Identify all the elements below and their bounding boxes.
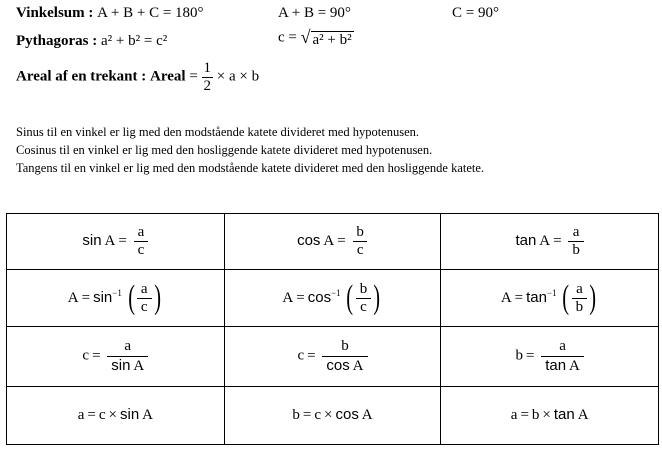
table-cell: $A = \cos^{-1}$ ( $\frac{b}{c}$ )	[224, 270, 441, 327]
table-cell: c = $\frac{b}{\text{cos A}}$	[224, 327, 441, 386]
pythagoras-c-radicand: a² + b²	[312, 32, 352, 48]
areal-fraction: $\frac{1}{2}$	[203, 60, 212, 94]
table-row	[7, 270, 659, 327]
table-cell: c = $\frac{a}{\text{sin A}}$	[7, 327, 225, 386]
definition-cosinus: Cosinus til en vinkel er lig med den hosliggende katete divideret med hypotenusen.	[16, 143, 433, 157]
table-cell: tan A = $\frac{a}{b}$	[441, 214, 659, 270]
table-cell: $A = \tan^{-1}$ ( $\frac{a}{b}$ )	[441, 270, 659, 327]
table-cell: $A = \sin^{-1}$ ( $\frac{a}{c}$ )	[7, 270, 225, 327]
table-cell: a = c × sin A	[7, 386, 225, 444]
table-row	[7, 214, 659, 270]
definition-sinus: Sinus til en vinkel er lig med den modstående katete divideret med hypotenusen.	[16, 125, 420, 139]
areal-line: Areal af en trekant : Areal = $\frac{1}{2}$ × a × b	[16, 60, 260, 94]
trig-formula-table	[6, 213, 659, 445]
table-cell: b = $\frac{a}{\text{tan A}}$	[441, 327, 659, 386]
definitions	[16, 123, 484, 177]
vinkelsum-label: Vinkelsum	[16, 5, 85, 21]
table-cell: sin A = $\frac{a}{c}$	[7, 214, 225, 270]
areal-word: Areal	[150, 68, 186, 85]
pythagoras-c-prefix: c =	[278, 29, 297, 46]
pythagoras-line: Pythagoras : a² + b² = c²	[16, 33, 168, 49]
table-row	[7, 386, 659, 444]
table-row	[7, 327, 659, 386]
sqrt-symbol: √ a² + b²	[300, 27, 352, 48]
pythagoras-c-formula	[278, 28, 354, 48]
table-cell: cos A = $\frac{b}{c}$	[224, 214, 441, 270]
table-cell: a = b × tan A	[441, 386, 659, 444]
right-angle: C = 90°	[452, 5, 499, 21]
pythagoras-label: Pythagoras	[16, 33, 89, 49]
right-angle-sum: A + B = 90°	[278, 5, 351, 21]
areal-label: Areal af en trekant	[16, 68, 138, 85]
pythagoras-formula: a² + b² = c²	[101, 33, 168, 49]
vinkelsum-formula: A + B + C = 180°	[97, 5, 204, 21]
vinkelsum-line: Vinkelsum : A + B + C = 180°	[16, 5, 204, 21]
definition-tangens: Tangens til en vinkel er lig med den modstående katete divideret med den hosliggende katete.	[16, 161, 485, 175]
areal-rest: × a × b	[216, 68, 260, 85]
table-cell: b = c × cos A	[224, 386, 441, 444]
